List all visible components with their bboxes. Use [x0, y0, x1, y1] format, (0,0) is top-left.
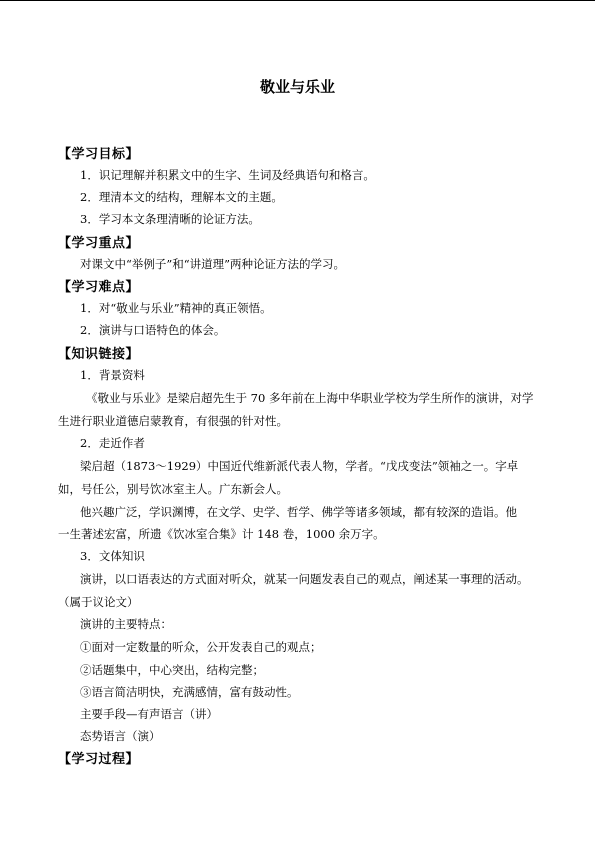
background-text-line: 《敬业与乐业》是梁启超先生于 70 多年前在上海中华职业学校为学生所作的演讲，对学: [86, 391, 534, 405]
means-line: 态势语言（演）: [80, 729, 161, 743]
goal-item: 3．学习本文条理清晰的论证方法。: [80, 212, 260, 226]
key-point-item: 对课文中“举例子”和“讲道理”两种论证方法的学习。: [80, 257, 346, 271]
features-label: 演讲的主要特点：: [80, 617, 172, 631]
section-heading-knowledge: 【知识链接】: [58, 347, 140, 362]
author-label: 2．走近作者: [80, 436, 145, 450]
feature-item: ②话题集中，中心突出，结构完整；: [80, 663, 264, 677]
genre-text-line: 演讲，以口语表达的方式面对听众，就某一问题发表自己的观点，阐述某一事理的活动。: [80, 572, 529, 586]
document-title: 敬业与乐业: [259, 78, 335, 96]
author-text-line: 他兴趣广泛，学识渊博，在文学、史学、哲学、佛学等诸多领域，都有较深的造诣。他: [80, 505, 517, 519]
author-text-line: 一生著述宏富，所遗《饮冰室合集》计 148 卷，1000 余万字。: [58, 527, 385, 541]
background-label: 1．背景资料: [80, 368, 145, 382]
goal-item: 2．理清本文的结构，理解本文的主题。: [80, 190, 283, 204]
feature-item: ①面对一定数量的听众，公开发表自己的观点；: [80, 640, 322, 654]
section-heading-key-points: 【学习重点】: [58, 236, 140, 251]
section-heading-difficulties: 【学习难点】: [58, 280, 140, 295]
difficulty-item: 1．对“敬业与乐业”精神的真正领悟。: [80, 301, 272, 315]
means-line: 主要手段—有声语言（讲）: [80, 707, 218, 721]
goal-item: 1．识记理解并积累文中的生字、生词及经典语句和格言。: [80, 168, 375, 182]
genre-text-line: （属于议论文）: [58, 595, 139, 609]
author-text-line: 如，号任公，别号饮冰室主人。广东新会人。: [58, 482, 288, 496]
feature-item: ③语言简洁明快，充满感情，富有鼓动性。: [80, 685, 299, 699]
section-heading-goals: 【学习目标】: [58, 147, 140, 162]
section-heading-process: 【学习过程】: [58, 752, 140, 767]
background-text-line: 生进行职业道德启蒙教育，有很强的针对性。: [58, 414, 288, 428]
genre-label: 3．文体知识: [80, 549, 145, 563]
difficulty-item: 2．演讲与口语特色的体会。: [80, 323, 226, 337]
author-text-line: 梁启超（1873～1929）中国近代维新派代表人物，学者。“戊戌变法”领袖之一。字卓: [80, 459, 519, 473]
